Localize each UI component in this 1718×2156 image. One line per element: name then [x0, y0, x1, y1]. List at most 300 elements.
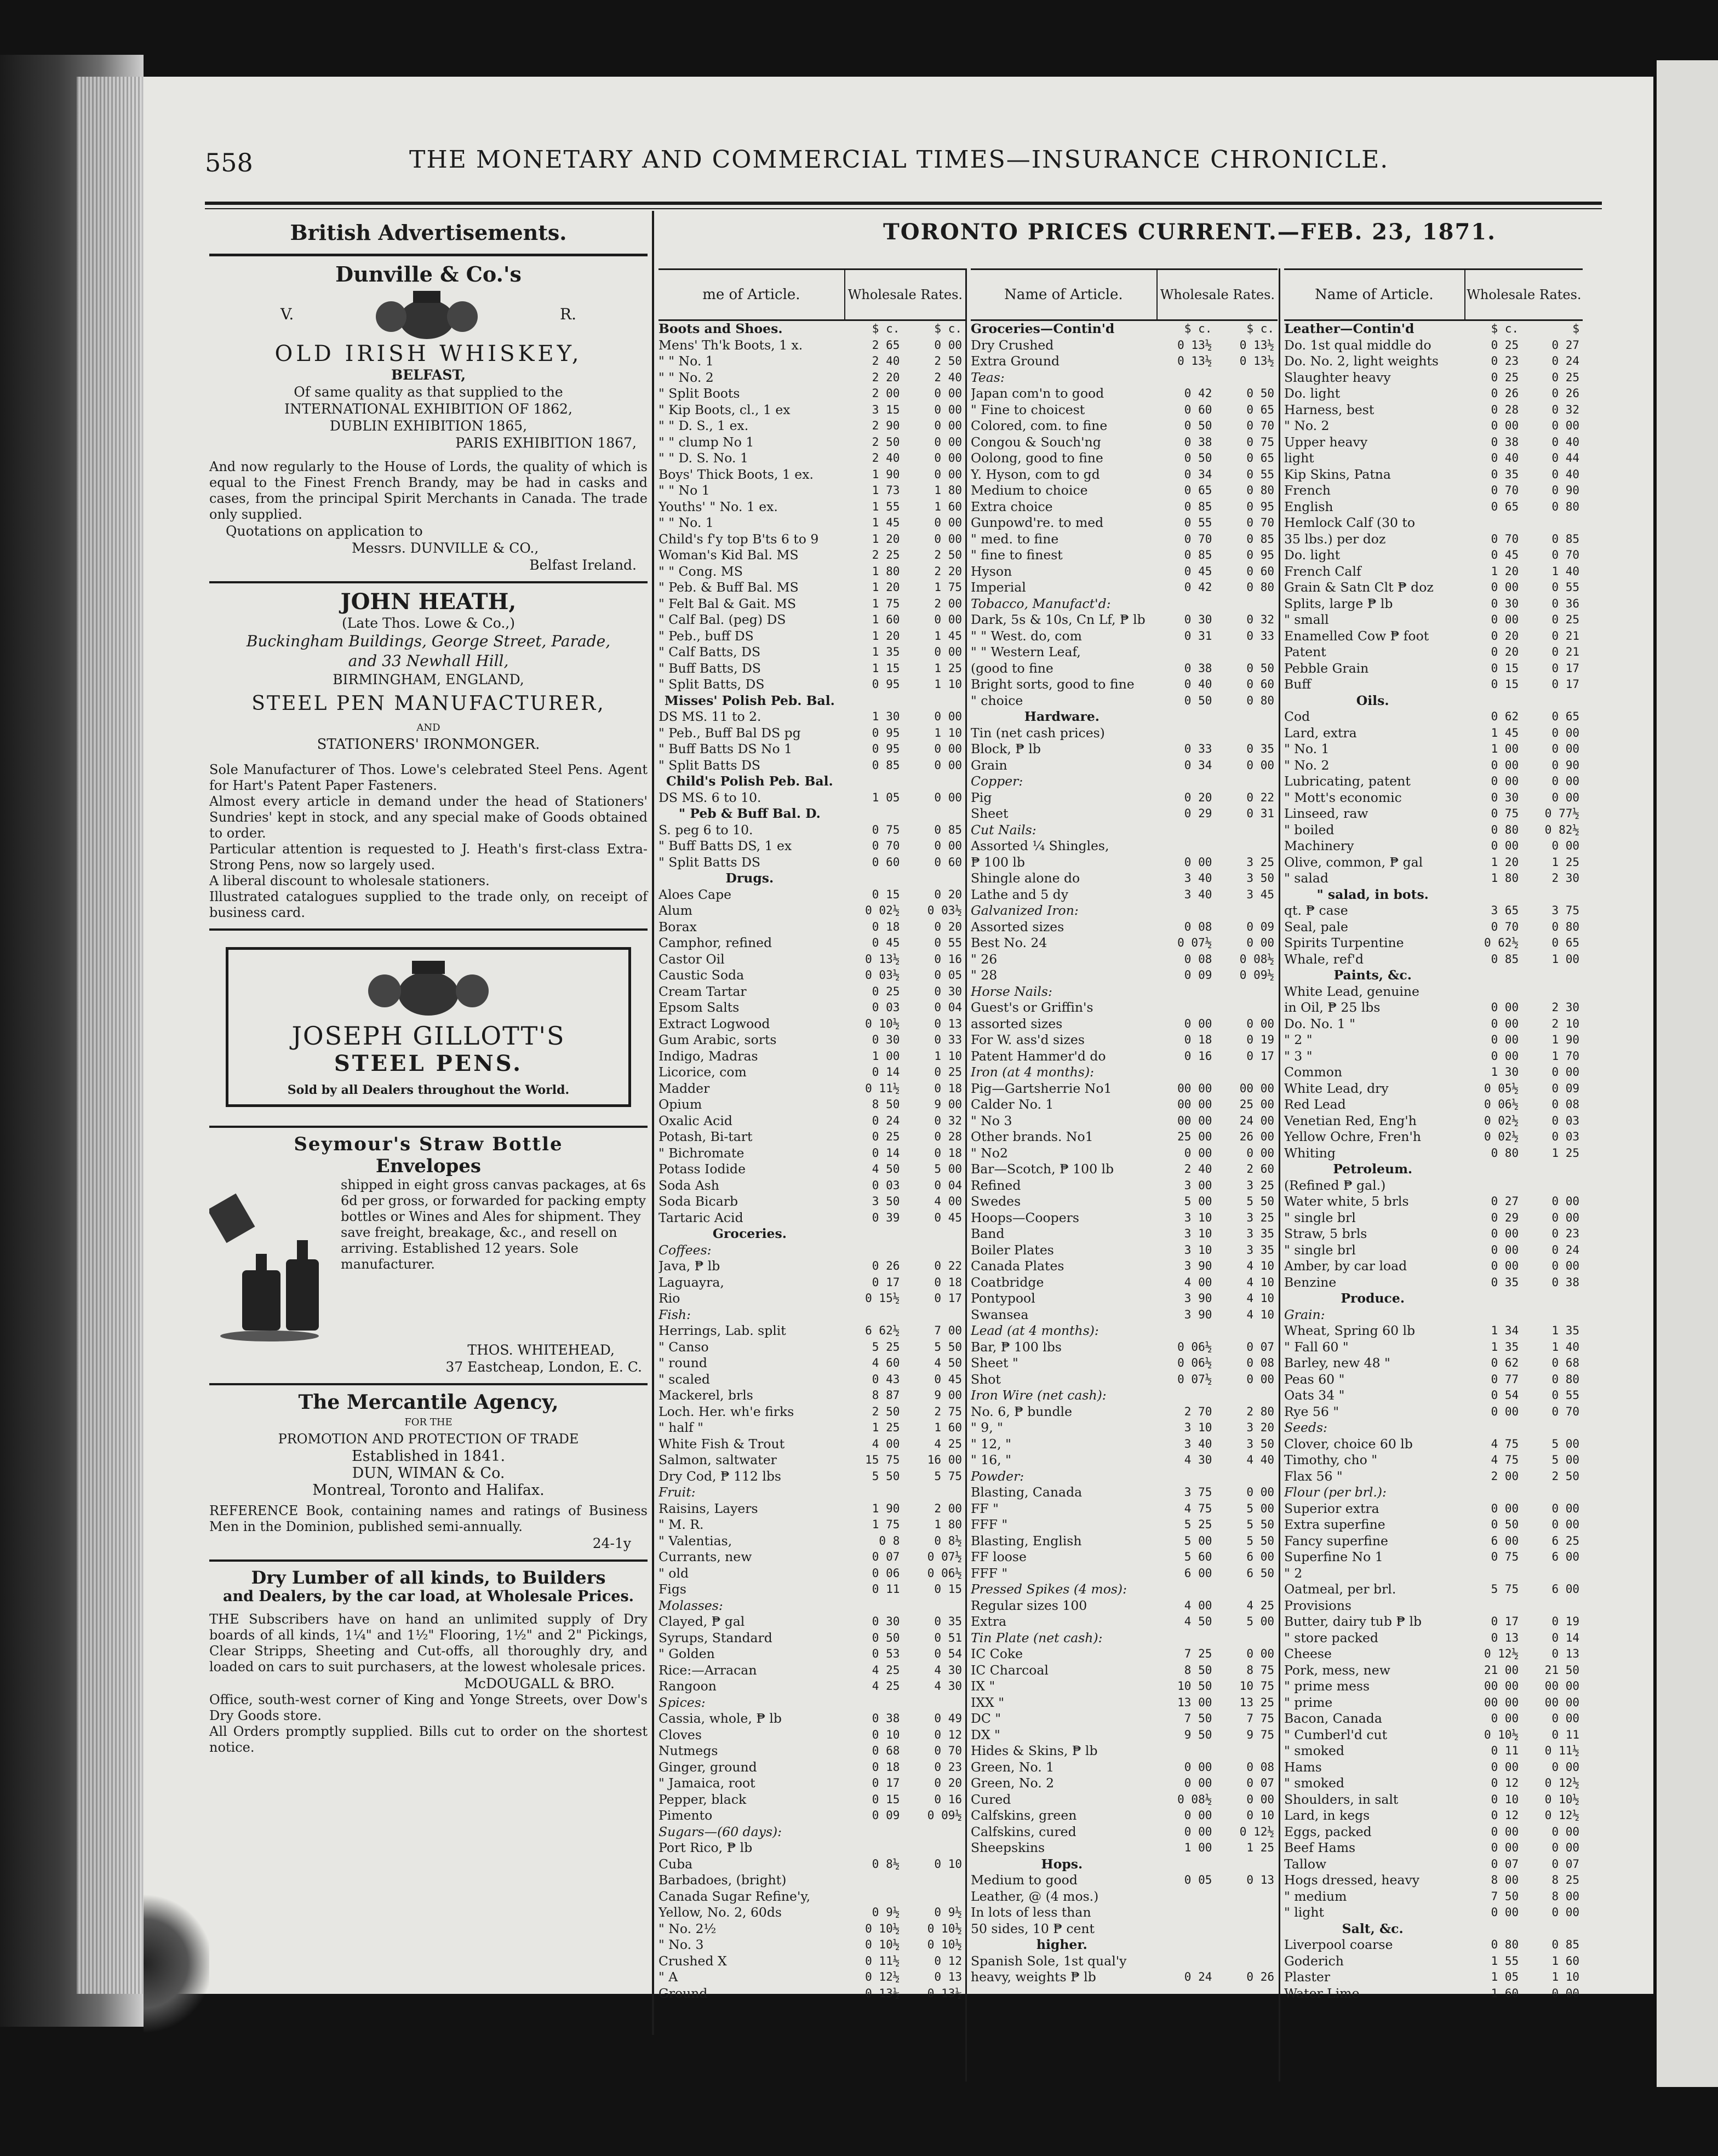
- rate-low: 0 68: [872, 1744, 900, 1757]
- rate-low: 0 54: [1491, 1389, 1519, 1402]
- article-name: Cut Nails:: [971, 822, 1036, 838]
- article-name: " Split Boots: [658, 386, 740, 401]
- rate-high: [1215, 1856, 1278, 1873]
- rate-low: 0 14: [872, 1146, 900, 1160]
- royal-crest-icon: [346, 955, 511, 1021]
- rate-high: [1522, 1598, 1583, 1614]
- rate-low: 1 00: [872, 1049, 900, 1063]
- rate-high: 0 25: [1551, 370, 1580, 384]
- rate-low: 0 13½: [1177, 338, 1212, 352]
- article-name: Extra: [971, 1614, 1007, 1629]
- price-row: [658, 564, 965, 580]
- rate-high: [1215, 1387, 1278, 1404]
- article-name: Rye 56 ": [1284, 1403, 1339, 1419]
- rate-low: 0 70: [1491, 484, 1519, 497]
- article-name: Syrups, Standard: [658, 1630, 772, 1645]
- rate-low: 0 35: [1491, 467, 1519, 481]
- rate-low: 1 20: [872, 532, 900, 546]
- price-row: [1284, 806, 1583, 822]
- rate-low: 0 00: [1184, 1017, 1212, 1030]
- section-title: British Advertisements.: [209, 214, 648, 256]
- article-name: Licorice, com: [658, 1064, 747, 1080]
- rate-low: 1 35: [872, 645, 900, 658]
- article-name: Canada Sugar Refine'y,: [658, 1888, 811, 1904]
- article-name: Calfskins, green: [971, 1808, 1077, 1823]
- article-name: French: [1284, 483, 1331, 498]
- price-row: [658, 596, 965, 612]
- rate-low: 0 11½: [865, 1081, 900, 1095]
- heath-para: Particular attention is requested to J. Heath's first-class Extra-Strong Pens, now so largely used.: [209, 841, 648, 873]
- rate-high: 3 50: [1246, 871, 1274, 885]
- article-name: Colored, com. to fine: [971, 418, 1108, 433]
- rate-low: [1153, 1469, 1216, 1485]
- rate-high: 4 50: [934, 1356, 962, 1369]
- article-name: Herrings, Lab. split: [658, 1323, 786, 1338]
- article-name: " old: [658, 1565, 689, 1581]
- rate-high: [1522, 1291, 1583, 1307]
- rate-low: 0 77: [1491, 1372, 1519, 1386]
- rate-high: 0 21: [1551, 645, 1580, 658]
- rate-high: 26 00: [1239, 1130, 1274, 1143]
- rate-low: [841, 1840, 903, 1856]
- rate-high: 0 00: [1551, 775, 1580, 788]
- article-name: Child's Polish Peb. Bal.: [666, 773, 833, 789]
- price-row: [1284, 1775, 1583, 1792]
- article-name: Water Lime: [1284, 1985, 1360, 2001]
- rate-low: 3 90: [1184, 1292, 1212, 1305]
- article-name: " 2: [1284, 1565, 1303, 1581]
- rate-low: 0 62: [1491, 1356, 1519, 1369]
- rate-high: 0 09: [1551, 1081, 1580, 1095]
- article-name: Slaughter heavy: [1284, 369, 1391, 385]
- article-name: " round: [658, 1355, 707, 1371]
- article-name: Extra choice: [971, 498, 1053, 514]
- rate-low: 0 13: [1491, 1631, 1519, 1644]
- article-name: " A: [658, 1969, 678, 1985]
- rate-low: 0 03: [872, 1178, 900, 1192]
- price-row: [658, 838, 965, 855]
- rate-low: 0 12½: [1484, 1647, 1519, 1660]
- price-row: [971, 628, 1278, 645]
- article-name: in Oil, ₱ 25 lbs: [1284, 1000, 1381, 1015]
- article-name: FFF ": [971, 1565, 1008, 1581]
- article-name: " " No. 2: [658, 369, 714, 385]
- price-row: [658, 1727, 965, 1744]
- price-row: [658, 1743, 965, 1759]
- article-name: Galvanized Iron:: [971, 903, 1079, 918]
- rate-low: 1 73: [872, 484, 900, 497]
- rate-high: 0 55: [1551, 1389, 1580, 1402]
- rate-high: 0 04: [934, 1001, 962, 1014]
- rate-low: 0 70: [1491, 532, 1519, 546]
- rate-low: 5 60: [1184, 1550, 1212, 1563]
- article-name: Beef Hams: [1284, 1840, 1356, 1855]
- mercantile-date: 24-1y: [592, 1535, 631, 1551]
- bottle-envelope-icon: [209, 1177, 335, 1341]
- rate-high: [1522, 1161, 1583, 1178]
- rate-low: [1461, 1484, 1522, 1501]
- price-row: [1284, 1129, 1583, 1145]
- rate-high: [1522, 1307, 1583, 1323]
- rate-low: 0 03½: [865, 968, 900, 982]
- rate-high: 4 10: [1246, 1275, 1274, 1289]
- rate-high: [903, 1484, 965, 1501]
- rate-high: [903, 1840, 965, 1856]
- article-name: Extract Logwood: [658, 1016, 770, 1031]
- price-row: [1284, 676, 1583, 693]
- rate-low: 0 18: [1184, 1033, 1212, 1046]
- price-row: [1284, 370, 1583, 386]
- price-row: [1284, 903, 1583, 919]
- price-row: [1284, 1711, 1583, 1727]
- rate-low: 21 00: [1484, 1663, 1519, 1677]
- rate-high: 0 32: [934, 1114, 962, 1127]
- rate-low: 0 09: [1184, 968, 1212, 982]
- article-name: " salad: [1284, 870, 1328, 886]
- rate-low: 5 00: [1184, 1534, 1212, 1547]
- price-row: [971, 1581, 1278, 1598]
- rate-low: 1 60: [1491, 1986, 1519, 2000]
- price-row: [658, 725, 965, 742]
- dunville-ad: [209, 256, 648, 583]
- dunville-title: Dunville & Co.'s: [335, 262, 522, 286]
- article-name: " Kip Boots, cl., 1 ex: [658, 402, 791, 417]
- rate-low: 3 50: [872, 1195, 900, 1208]
- rate-high: 0 22: [934, 1259, 962, 1272]
- article-name: " boiled: [1284, 822, 1335, 838]
- price-row: [971, 547, 1278, 564]
- rate-low: 1 00: [1491, 742, 1519, 755]
- price-row: [1284, 1016, 1583, 1033]
- price-row: [1284, 564, 1583, 580]
- price-row: [971, 1129, 1278, 1145]
- price-row: [971, 870, 1278, 887]
- price-row: [658, 1000, 965, 1016]
- article-name: Linseed, raw: [1284, 806, 1368, 821]
- rate-high: 0 00: [1551, 1259, 1580, 1272]
- rate-low: 0 11½: [865, 1954, 900, 1968]
- article-name: Y. Hyson, com to gd: [971, 466, 1100, 482]
- article-name: Timothy, cho ": [1284, 1452, 1378, 1467]
- rate-low: 6 00: [1184, 1566, 1212, 1580]
- rate-high: 00 00: [1239, 1081, 1274, 1095]
- price-row: [658, 790, 965, 806]
- price-row: [1284, 1969, 1583, 1986]
- article-name: Cod: [1284, 709, 1310, 724]
- price-row: [1284, 1759, 1583, 1776]
- price-row: [971, 822, 1278, 839]
- rate-low: 0 55: [1184, 516, 1212, 529]
- article-name: Iron (at 4 months):: [971, 1064, 1095, 1080]
- price-row: [1284, 337, 1583, 354]
- rate-high: 9 00: [934, 1098, 962, 1111]
- article-name: " store packed: [1284, 1630, 1378, 1645]
- rate-high: 0 23: [1551, 1227, 1580, 1240]
- rate-low: 0 29: [1491, 1211, 1519, 1224]
- rate-high: 0 07: [1246, 1340, 1274, 1354]
- price-row: [971, 612, 1278, 628]
- price-row: [971, 1097, 1278, 1113]
- price-row: [971, 321, 1278, 337]
- article-name: 35 lbs.) per doz: [1284, 531, 1386, 547]
- price-row: [971, 1275, 1278, 1291]
- price-row: [658, 1856, 965, 1873]
- rate-low: 3 40: [1184, 871, 1212, 885]
- rate-low: 0 02½: [1484, 1114, 1519, 1127]
- rate-low: 0 00: [1491, 1712, 1519, 1725]
- article-name: Woman's Kid Bal. MS: [658, 547, 799, 563]
- price-row: [1284, 1630, 1583, 1647]
- rate-low: 0 00: [1491, 1259, 1519, 1272]
- dunville-line: PARIS EXHIBITION 1867,: [455, 435, 637, 451]
- rate-low: 0 38: [1184, 435, 1212, 449]
- rate-low: 4 25: [872, 1679, 900, 1693]
- article-name: Tallow: [1284, 1856, 1327, 1872]
- price-row: [658, 1889, 965, 1905]
- article-name: " light: [1284, 1905, 1324, 1920]
- price-row: [1284, 1275, 1583, 1291]
- price-row: [971, 935, 1278, 951]
- rate-low: 0 13½: [865, 1986, 900, 2000]
- rate-low: 8 00: [1491, 1873, 1519, 1886]
- heath-para: Almost every article in demand under the head of Stationers' Sundries' kept in stock, and any special make of Goods obtained to order.: [209, 794, 648, 841]
- price-row: [971, 1598, 1278, 1614]
- rate-high: 0 40: [1551, 467, 1580, 481]
- rate-low: 2 20: [872, 370, 900, 384]
- rate-low: [841, 1695, 903, 1711]
- rate-low: 1 05: [1491, 1970, 1519, 1983]
- article-name: " No. 2: [1284, 757, 1330, 773]
- price-row: [971, 1016, 1278, 1033]
- rate-low: 1 80: [872, 564, 900, 578]
- price-row: [1284, 1986, 1583, 2002]
- rate-high: [1215, 1889, 1278, 1905]
- article-name: assorted sizes: [971, 1016, 1063, 1031]
- price-row: [658, 1646, 965, 1662]
- article-name: Cheese: [1284, 1646, 1332, 1661]
- article-name: Horse Nails:: [971, 983, 1052, 999]
- lumber-body: THE Subscribers have on hand an unlimited supply of Dry boards of all kinds, 1¼" and 1½" Flooring, 1½" and 2" Pickings, Clear Stripps, Sheeting and Cut-offs, all thoroughly dry, and loaded on cars to suit purchasers, at the lowest wholesale prices.: [209, 1612, 648, 1675]
- next-page-edge: [1653, 60, 1718, 2087]
- rate-high: 00 00: [1544, 1695, 1580, 1709]
- price-row: [971, 1533, 1278, 1550]
- price-row: [658, 337, 965, 354]
- rate-high: 0 49: [934, 1712, 962, 1725]
- rate-low: [841, 1872, 903, 1889]
- rate-low: 0 30: [1491, 597, 1519, 610]
- price-row: [658, 1210, 965, 1226]
- rate-high: 0 45: [934, 1211, 962, 1224]
- header-rule: [205, 202, 1602, 205]
- price-row: [658, 628, 965, 645]
- article-name: Ginger, ground: [658, 1759, 757, 1775]
- rate-low: 0 31: [1184, 629, 1212, 643]
- rate-high: 0 00: [1246, 936, 1274, 949]
- table-title: TORONTO PRICES CURRENT.—FEB. 23, 1871.: [883, 219, 1497, 245]
- article-name: Rangoon: [658, 1678, 717, 1694]
- rate-high: [1215, 822, 1278, 839]
- rate-high: [1215, 1953, 1278, 1970]
- price-row: [1284, 887, 1583, 903]
- rate-high: [1215, 1921, 1278, 1937]
- rate-low: 0 95: [872, 678, 900, 691]
- rate-high: 0 68: [1551, 1356, 1580, 1369]
- rate-high: 2 20: [934, 564, 962, 578]
- rate-high: 3 25: [1246, 1178, 1274, 1192]
- rate-high: 0 27: [1551, 338, 1580, 352]
- rate-low: [841, 1484, 903, 1501]
- rate-high: 0 00: [1551, 726, 1580, 739]
- rate-high: 0 19: [1246, 1033, 1274, 1046]
- rate-low: 3 10: [1184, 1227, 1212, 1240]
- rate-high: 0 05: [934, 968, 962, 982]
- price-row: [1284, 1194, 1583, 1210]
- price-rows: [971, 321, 1278, 1986]
- price-row: [971, 596, 1278, 612]
- rate-high: [903, 806, 965, 822]
- rate-low: 0 10½: [1484, 1728, 1519, 1741]
- rate-high: [1215, 725, 1278, 742]
- article-name: " 16, ": [971, 1452, 1011, 1467]
- rate-low: 0 00: [1491, 1243, 1519, 1257]
- rate-high: 0 65: [1246, 403, 1274, 416]
- rate-low: 0 07½: [1177, 1372, 1212, 1386]
- rate-high: 2 00: [934, 597, 962, 610]
- rate-low: 3 65: [1491, 904, 1519, 917]
- rate-high: 0 20: [934, 920, 962, 933]
- rate-low: 0 00: [1184, 1825, 1212, 1838]
- price-row: [658, 1824, 965, 1840]
- royal-crest-icon: [361, 286, 493, 341]
- rate-low: [1153, 1064, 1216, 1081]
- rate-low: [1461, 1921, 1522, 1937]
- price-row: [971, 531, 1278, 548]
- seymour-title: Seymour's Straw Bottle: [294, 1133, 563, 1155]
- rate-low: 0 26: [872, 1259, 900, 1272]
- rate-high: [903, 1824, 965, 1840]
- price-row: [658, 1808, 965, 1824]
- article-name: Bar—Scotch, ₱ 100 lb: [971, 1161, 1114, 1177]
- rate-high: 0 32: [1551, 403, 1580, 416]
- price-row: [971, 1178, 1278, 1194]
- price-row: [1284, 353, 1583, 370]
- rate-low: [1153, 725, 1216, 742]
- rate-high: [1215, 1630, 1278, 1647]
- rate-high: 0 00: [934, 516, 962, 529]
- rate-high: 0 00: [1551, 1518, 1580, 1531]
- seymour-title2: Envelopes: [375, 1155, 482, 1177]
- article-name: " med. to fine: [971, 531, 1059, 547]
- article-name: Water white, 5 brls: [1284, 1194, 1409, 1209]
- article-name: Pebble Grain: [1284, 660, 1369, 676]
- article-name: Provisions: [1284, 1597, 1352, 1613]
- article-name: Clover, choice 60 lb: [1284, 1436, 1413, 1452]
- rate-high: [1215, 1581, 1278, 1598]
- rate-low: 0 00: [1491, 1825, 1519, 1838]
- article-name: " Peb. & Buff Bal. MS: [658, 580, 799, 595]
- price-row: [658, 919, 965, 936]
- price-row: [658, 1630, 965, 1647]
- price-row: [1284, 1646, 1583, 1662]
- rate-high: 0 30: [934, 984, 962, 998]
- article-name: Hoops—Coopers: [971, 1209, 1079, 1225]
- rate-low: 1 60: [872, 613, 900, 626]
- rate-high: [1215, 370, 1278, 386]
- rate-low: 0 00: [1491, 775, 1519, 788]
- rate-low: 0 00: [1491, 1033, 1519, 1046]
- rate-low: 0 34: [1184, 758, 1212, 772]
- article-name: Oxalic Acid: [658, 1113, 732, 1128]
- whiskey-name: OLD IRISH WHISKEY,: [274, 341, 582, 366]
- rate-high: 0 26: [1246, 1970, 1274, 1983]
- rate-high: 1 60: [1551, 1954, 1580, 1968]
- rate-low: 0 25: [1491, 370, 1519, 384]
- article-name: Grain & Satn Clt ₱ doz: [1284, 580, 1434, 595]
- rate-high: 1 10: [1551, 1970, 1580, 1983]
- price-row: [971, 580, 1278, 596]
- article-name: Potash, Bi-tart: [658, 1129, 753, 1144]
- rate-high: 4 00: [934, 1195, 962, 1208]
- article-name: Fancy superfine: [1284, 1533, 1388, 1549]
- rate-high: 5 00: [1551, 1437, 1580, 1450]
- rate-high: 6 00: [1246, 1550, 1274, 1563]
- rate-high: 0 85: [1551, 532, 1580, 546]
- article-name: Camphor, refined: [658, 935, 772, 950]
- price-row: [1284, 1501, 1583, 1517]
- rate-high: 0 45: [934, 1372, 962, 1386]
- rate-low: [1461, 1178, 1522, 1194]
- rate-high: 0 17: [1246, 1049, 1274, 1063]
- rate-high: 0 44: [1551, 451, 1580, 465]
- article-name: Gunpowd're. to med: [971, 515, 1104, 530]
- article-name: " Calf Batts, DS: [658, 644, 761, 660]
- rate-low: 3 10: [1184, 1421, 1212, 1434]
- price-row: [1284, 1258, 1583, 1275]
- price-row: [658, 386, 965, 402]
- article-name: " " D. S., 1 ex.: [658, 418, 749, 433]
- article-name: Youths' " No. 1 ex.: [658, 498, 778, 514]
- rate-low: 0 12½: [865, 1970, 900, 1983]
- price-row: [1284, 822, 1583, 839]
- price-row: [658, 1323, 965, 1339]
- article-name: Best No. 24: [971, 935, 1047, 950]
- price-row: [971, 1291, 1278, 1307]
- rate-high: [903, 1598, 965, 1614]
- price-row: [658, 1953, 965, 1970]
- price-row: [1284, 1469, 1583, 1485]
- rate-low: 0 07: [872, 1550, 900, 1563]
- rate-low: 0 17: [1491, 1615, 1519, 1628]
- article-name: light: [1284, 450, 1314, 466]
- article-name: Medium to good: [971, 1872, 1078, 1888]
- price-row: [658, 1937, 965, 1953]
- price-row: [1284, 725, 1583, 742]
- rate-low: 0 00: [1491, 839, 1519, 852]
- article-name: Epsom Salts: [658, 1000, 740, 1015]
- rate-high: [903, 1695, 965, 1711]
- rate-high: 0 20: [934, 887, 962, 901]
- price-row: [658, 1291, 965, 1307]
- rate-high: 4 25: [1246, 1598, 1274, 1612]
- rate-low: 0 34: [1184, 467, 1212, 481]
- article-name: Barley, new 48 ": [1284, 1355, 1390, 1371]
- rate-low: [1153, 984, 1216, 1000]
- rate-low: [1461, 967, 1522, 984]
- seymour-ad: [209, 1128, 648, 1385]
- rate-high: 0 06½: [927, 1566, 962, 1580]
- rate-low: 0 29: [1184, 807, 1212, 820]
- rate-high: 1 25: [1246, 1841, 1274, 1854]
